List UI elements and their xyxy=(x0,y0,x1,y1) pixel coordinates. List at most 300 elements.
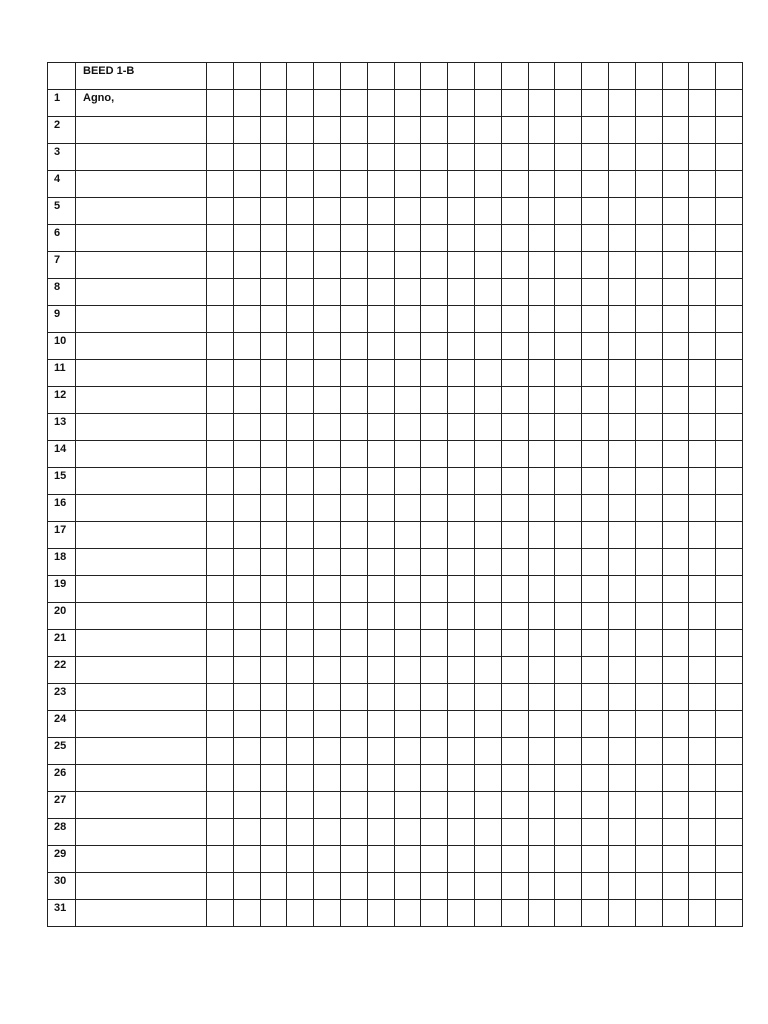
blank-grid-cell xyxy=(340,846,367,873)
blank-grid-cell xyxy=(662,441,689,468)
blank-grid-cell xyxy=(501,279,528,306)
blank-grid-cell xyxy=(474,576,501,603)
row-number-cell: 4 xyxy=(48,171,76,198)
blank-grid-cell xyxy=(287,684,314,711)
row-number-cell: 31 xyxy=(48,900,76,927)
blank-grid-cell xyxy=(662,144,689,171)
blank-grid-cell xyxy=(421,765,448,792)
blank-grid-cell xyxy=(448,846,475,873)
blank-grid-cell xyxy=(501,900,528,927)
blank-grid-cell xyxy=(260,603,287,630)
blank-grid-cell xyxy=(608,684,635,711)
blank-grid-cell xyxy=(555,873,582,900)
blank-grid-cell xyxy=(287,225,314,252)
blank-grid-cell xyxy=(608,252,635,279)
blank-grid-cell xyxy=(448,171,475,198)
blank-grid-cell xyxy=(608,279,635,306)
blank-grid-cell xyxy=(314,225,341,252)
blank-grid-cell xyxy=(662,495,689,522)
blank-grid-cell xyxy=(394,657,421,684)
blank-grid-cell xyxy=(260,441,287,468)
blank-grid-cell xyxy=(340,576,367,603)
blank-grid-cell xyxy=(555,495,582,522)
blank-grid-cell xyxy=(314,279,341,306)
blank-grid-cell xyxy=(421,279,448,306)
blank-grid-cell xyxy=(394,549,421,576)
row-number-cell: 27 xyxy=(48,792,76,819)
blank-grid-cell xyxy=(662,468,689,495)
blank-grid-cell xyxy=(287,522,314,549)
blank-grid-cell xyxy=(207,171,234,198)
blank-grid-cell xyxy=(367,90,394,117)
blank-grid-cell xyxy=(314,306,341,333)
blank-grid-cell xyxy=(689,90,716,117)
blank-grid-cell xyxy=(662,630,689,657)
blank-grid-cell xyxy=(260,279,287,306)
blank-grid-cell xyxy=(635,198,662,225)
blank-grid-cell xyxy=(207,738,234,765)
blank-grid-cell xyxy=(474,765,501,792)
blank-grid-cell xyxy=(314,603,341,630)
blank-grid-cell xyxy=(501,630,528,657)
blank-grid-cell xyxy=(394,873,421,900)
blank-grid-cell xyxy=(689,792,716,819)
blank-grid-cell xyxy=(340,495,367,522)
blank-grid-cell xyxy=(716,387,743,414)
blank-grid-cell xyxy=(448,306,475,333)
blank-grid-cell xyxy=(233,900,260,927)
blank-grid-cell xyxy=(233,468,260,495)
blank-grid-cell xyxy=(448,576,475,603)
blank-grid-cell xyxy=(340,252,367,279)
blank-grid-cell xyxy=(582,63,609,90)
student-name-cell xyxy=(76,684,207,711)
blank-grid-cell xyxy=(582,738,609,765)
blank-grid-cell xyxy=(448,603,475,630)
blank-grid-cell xyxy=(608,333,635,360)
student-name-cell xyxy=(76,576,207,603)
blank-grid-cell xyxy=(394,441,421,468)
blank-grid-cell xyxy=(474,144,501,171)
row-number-cell: 2 xyxy=(48,117,76,144)
blank-grid-cell xyxy=(287,306,314,333)
blank-grid-cell xyxy=(287,360,314,387)
table-row xyxy=(48,441,743,468)
blank-grid-cell xyxy=(287,333,314,360)
blank-grid-cell xyxy=(367,198,394,225)
table-row xyxy=(48,657,743,684)
blank-grid-cell xyxy=(260,765,287,792)
blank-grid-cell xyxy=(608,873,635,900)
student-name-cell xyxy=(76,738,207,765)
blank-grid-cell xyxy=(501,144,528,171)
blank-grid-cell xyxy=(582,144,609,171)
blank-grid-cell xyxy=(340,306,367,333)
blank-grid-cell xyxy=(207,819,234,846)
blank-grid-cell xyxy=(555,792,582,819)
blank-grid-cell xyxy=(501,792,528,819)
blank-grid-cell xyxy=(608,792,635,819)
blank-grid-cell xyxy=(287,90,314,117)
blank-grid-cell xyxy=(260,792,287,819)
blank-grid-cell xyxy=(689,738,716,765)
blank-grid-cell xyxy=(635,333,662,360)
blank-grid-cell xyxy=(474,225,501,252)
blank-grid-cell xyxy=(421,522,448,549)
blank-grid-cell xyxy=(233,549,260,576)
blank-grid-cell xyxy=(260,549,287,576)
blank-grid-cell xyxy=(421,495,448,522)
blank-grid-cell xyxy=(582,306,609,333)
table-row xyxy=(48,846,743,873)
blank-grid-cell xyxy=(287,873,314,900)
blank-grid-cell xyxy=(314,846,341,873)
blank-grid-cell xyxy=(528,630,555,657)
blank-grid-cell xyxy=(608,63,635,90)
blank-grid-cell xyxy=(689,333,716,360)
blank-grid-cell xyxy=(716,63,743,90)
blank-grid-cell xyxy=(207,603,234,630)
blank-grid-cell xyxy=(394,306,421,333)
blank-grid-cell xyxy=(716,360,743,387)
blank-grid-cell xyxy=(367,765,394,792)
blank-grid-cell xyxy=(635,846,662,873)
blank-grid-cell xyxy=(340,765,367,792)
blank-grid-cell xyxy=(448,630,475,657)
blank-grid-cell xyxy=(448,765,475,792)
blank-grid-cell xyxy=(448,279,475,306)
blank-grid-cell xyxy=(689,387,716,414)
blank-grid-cell xyxy=(260,846,287,873)
blank-grid-cell xyxy=(260,117,287,144)
blank-grid-cell xyxy=(501,765,528,792)
blank-grid-cell xyxy=(689,171,716,198)
blank-grid-cell xyxy=(340,198,367,225)
blank-grid-cell xyxy=(555,252,582,279)
blank-grid-cell xyxy=(367,441,394,468)
blank-grid-cell xyxy=(528,171,555,198)
blank-grid-cell xyxy=(340,360,367,387)
blank-grid-cell xyxy=(662,225,689,252)
blank-grid-cell xyxy=(260,495,287,522)
blank-grid-cell xyxy=(367,657,394,684)
blank-grid-cell xyxy=(662,90,689,117)
blank-grid-cell xyxy=(233,306,260,333)
blank-grid-cell xyxy=(716,333,743,360)
blank-grid-cell xyxy=(367,171,394,198)
blank-grid-cell xyxy=(340,333,367,360)
blank-grid-cell xyxy=(233,495,260,522)
student-name-cell xyxy=(76,468,207,495)
blank-grid-cell xyxy=(260,225,287,252)
blank-grid-cell xyxy=(716,90,743,117)
blank-grid-cell xyxy=(340,414,367,441)
blank-grid-cell xyxy=(528,441,555,468)
attendance-grid xyxy=(47,62,743,927)
blank-grid-cell xyxy=(662,549,689,576)
blank-grid-cell xyxy=(367,144,394,171)
blank-grid-cell xyxy=(314,495,341,522)
table-row xyxy=(48,198,743,225)
blank-grid-cell xyxy=(233,630,260,657)
blank-grid-cell xyxy=(608,171,635,198)
blank-grid-cell xyxy=(260,711,287,738)
blank-grid-cell xyxy=(474,630,501,657)
blank-grid-cell xyxy=(314,765,341,792)
row-number-cell: 1 xyxy=(48,90,76,117)
student-name-cell xyxy=(76,711,207,738)
blank-grid-cell xyxy=(689,603,716,630)
row-number-cell: 7 xyxy=(48,252,76,279)
student-name-cell xyxy=(76,522,207,549)
blank-grid-cell xyxy=(689,414,716,441)
blank-grid-cell xyxy=(287,279,314,306)
blank-grid-cell xyxy=(448,252,475,279)
blank-grid-cell xyxy=(394,468,421,495)
blank-grid-cell xyxy=(421,360,448,387)
blank-grid-cell xyxy=(367,387,394,414)
blank-grid-cell xyxy=(662,414,689,441)
blank-grid-cell xyxy=(233,792,260,819)
blank-grid-cell xyxy=(528,738,555,765)
blank-grid-cell xyxy=(528,765,555,792)
blank-grid-cell xyxy=(528,279,555,306)
blank-grid-cell xyxy=(582,522,609,549)
blank-grid-cell xyxy=(421,333,448,360)
blank-grid-cell xyxy=(340,387,367,414)
blank-grid-cell xyxy=(582,117,609,144)
blank-grid-cell xyxy=(448,441,475,468)
table-row xyxy=(48,738,743,765)
row-number-cell: 8 xyxy=(48,279,76,306)
blank-grid-cell xyxy=(233,90,260,117)
blank-grid-cell xyxy=(716,603,743,630)
blank-grid-cell xyxy=(689,225,716,252)
blank-grid-cell xyxy=(367,63,394,90)
blank-grid-cell xyxy=(394,630,421,657)
blank-grid-cell xyxy=(689,873,716,900)
blank-grid-cell xyxy=(689,360,716,387)
blank-grid-cell xyxy=(608,765,635,792)
blank-grid-cell xyxy=(635,765,662,792)
blank-grid-cell xyxy=(260,819,287,846)
blank-grid-cell xyxy=(314,63,341,90)
blank-grid-cell xyxy=(474,684,501,711)
blank-grid-cell xyxy=(555,333,582,360)
blank-grid-cell xyxy=(340,873,367,900)
blank-grid-cell xyxy=(528,792,555,819)
blank-grid-cell xyxy=(689,522,716,549)
blank-grid-cell xyxy=(340,900,367,927)
blank-grid-cell xyxy=(340,630,367,657)
blank-grid-cell xyxy=(340,603,367,630)
blank-grid-cell xyxy=(474,360,501,387)
blank-grid-cell xyxy=(260,63,287,90)
blank-grid-cell xyxy=(314,360,341,387)
blank-grid-cell xyxy=(474,711,501,738)
blank-grid-cell xyxy=(340,90,367,117)
blank-grid-cell xyxy=(474,306,501,333)
blank-grid-cell xyxy=(394,711,421,738)
blank-grid-cell xyxy=(555,900,582,927)
blank-grid-cell xyxy=(608,711,635,738)
blank-grid-cell xyxy=(501,225,528,252)
blank-grid-cell xyxy=(662,738,689,765)
student-name-cell xyxy=(76,279,207,306)
blank-grid-cell xyxy=(716,306,743,333)
blank-grid-cell xyxy=(394,225,421,252)
blank-grid-cell xyxy=(716,684,743,711)
blank-grid-cell xyxy=(421,468,448,495)
blank-grid-cell xyxy=(314,684,341,711)
blank-grid-cell xyxy=(367,468,394,495)
blank-grid-cell xyxy=(582,711,609,738)
blank-grid-cell xyxy=(582,819,609,846)
table-row xyxy=(48,225,743,252)
blank-grid-cell xyxy=(260,333,287,360)
blank-grid-cell xyxy=(314,630,341,657)
table-row xyxy=(48,711,743,738)
blank-grid-cell xyxy=(689,63,716,90)
blank-grid-cell xyxy=(448,495,475,522)
blank-grid-cell xyxy=(555,657,582,684)
blank-grid-cell xyxy=(367,603,394,630)
blank-grid-cell xyxy=(528,684,555,711)
blank-grid-cell xyxy=(367,414,394,441)
blank-grid-cell xyxy=(340,684,367,711)
blank-grid-cell xyxy=(501,333,528,360)
blank-grid-cell xyxy=(501,684,528,711)
blank-grid-cell xyxy=(689,306,716,333)
row-number-cell: 28 xyxy=(48,819,76,846)
blank-grid-cell xyxy=(474,252,501,279)
row-number-cell: 23 xyxy=(48,684,76,711)
blank-grid-cell xyxy=(287,252,314,279)
blank-grid-cell xyxy=(528,90,555,117)
student-name-cell xyxy=(76,225,207,252)
row-number-cell: 15 xyxy=(48,468,76,495)
blank-grid-cell xyxy=(474,522,501,549)
table-row xyxy=(48,765,743,792)
blank-grid-cell xyxy=(689,684,716,711)
blank-grid-cell xyxy=(421,387,448,414)
student-name-cell xyxy=(76,198,207,225)
blank-grid-cell xyxy=(501,657,528,684)
blank-grid-cell xyxy=(662,657,689,684)
blank-grid-cell xyxy=(716,225,743,252)
blank-grid-cell xyxy=(260,252,287,279)
blank-grid-cell xyxy=(582,90,609,117)
blank-grid-cell xyxy=(716,630,743,657)
blank-grid-cell xyxy=(233,225,260,252)
blank-grid-cell xyxy=(421,900,448,927)
blank-grid-cell xyxy=(716,117,743,144)
blank-grid-cell xyxy=(448,117,475,144)
blank-grid-cell xyxy=(501,441,528,468)
blank-grid-cell xyxy=(233,198,260,225)
student-name-cell xyxy=(76,495,207,522)
blank-grid-cell xyxy=(340,792,367,819)
blank-grid-cell xyxy=(582,630,609,657)
row-number-cell: 12 xyxy=(48,387,76,414)
blank-grid-cell xyxy=(207,414,234,441)
blank-grid-cell xyxy=(528,306,555,333)
blank-grid-cell xyxy=(260,360,287,387)
blank-grid-cell xyxy=(555,225,582,252)
blank-grid-cell xyxy=(501,846,528,873)
blank-grid-cell xyxy=(367,846,394,873)
blank-grid-cell xyxy=(501,549,528,576)
blank-grid-cell xyxy=(260,198,287,225)
blank-grid-cell xyxy=(635,360,662,387)
blank-grid-cell xyxy=(528,846,555,873)
blank-grid-cell xyxy=(287,468,314,495)
blank-grid-cell xyxy=(314,522,341,549)
blank-grid-cell xyxy=(582,360,609,387)
blank-grid-cell xyxy=(367,792,394,819)
blank-grid-cell xyxy=(394,792,421,819)
blank-grid-cell xyxy=(662,765,689,792)
student-name-cell xyxy=(76,252,207,279)
blank-grid-cell xyxy=(421,441,448,468)
student-name-cell xyxy=(76,387,207,414)
blank-grid-cell xyxy=(340,711,367,738)
blank-grid-cell xyxy=(716,711,743,738)
blank-grid-cell xyxy=(474,414,501,441)
blank-grid-cell xyxy=(394,252,421,279)
table-row xyxy=(48,279,743,306)
blank-grid-cell xyxy=(233,63,260,90)
row-number-cell: 19 xyxy=(48,576,76,603)
blank-grid-cell xyxy=(501,495,528,522)
student-name-cell xyxy=(76,873,207,900)
table-row xyxy=(48,522,743,549)
blank-grid-cell xyxy=(314,576,341,603)
table-row xyxy=(48,333,743,360)
blank-grid-cell xyxy=(662,576,689,603)
blank-grid-cell xyxy=(421,711,448,738)
blank-grid-cell xyxy=(689,144,716,171)
blank-grid-cell xyxy=(582,468,609,495)
blank-grid-cell xyxy=(474,468,501,495)
blank-grid-cell xyxy=(233,252,260,279)
row-number-cell: 3 xyxy=(48,144,76,171)
blank-grid-cell xyxy=(367,630,394,657)
blank-grid-cell xyxy=(608,441,635,468)
blank-grid-cell xyxy=(394,90,421,117)
row-number-cell: 10 xyxy=(48,333,76,360)
blank-grid-cell xyxy=(474,333,501,360)
blank-grid-cell xyxy=(716,738,743,765)
blank-grid-cell xyxy=(501,117,528,144)
blank-grid-cell xyxy=(716,279,743,306)
blank-grid-cell xyxy=(287,495,314,522)
blank-grid-cell xyxy=(555,711,582,738)
blank-grid-cell xyxy=(394,360,421,387)
blank-grid-cell xyxy=(474,279,501,306)
table-row xyxy=(48,306,743,333)
blank-grid-cell xyxy=(716,657,743,684)
blank-grid-cell xyxy=(207,117,234,144)
blank-grid-cell xyxy=(662,63,689,90)
blank-grid-cell xyxy=(340,441,367,468)
blank-grid-cell xyxy=(233,333,260,360)
student-name-cell xyxy=(76,306,207,333)
blank-grid-cell xyxy=(233,171,260,198)
blank-grid-cell xyxy=(340,171,367,198)
blank-grid-cell xyxy=(689,117,716,144)
blank-grid-cell xyxy=(233,738,260,765)
